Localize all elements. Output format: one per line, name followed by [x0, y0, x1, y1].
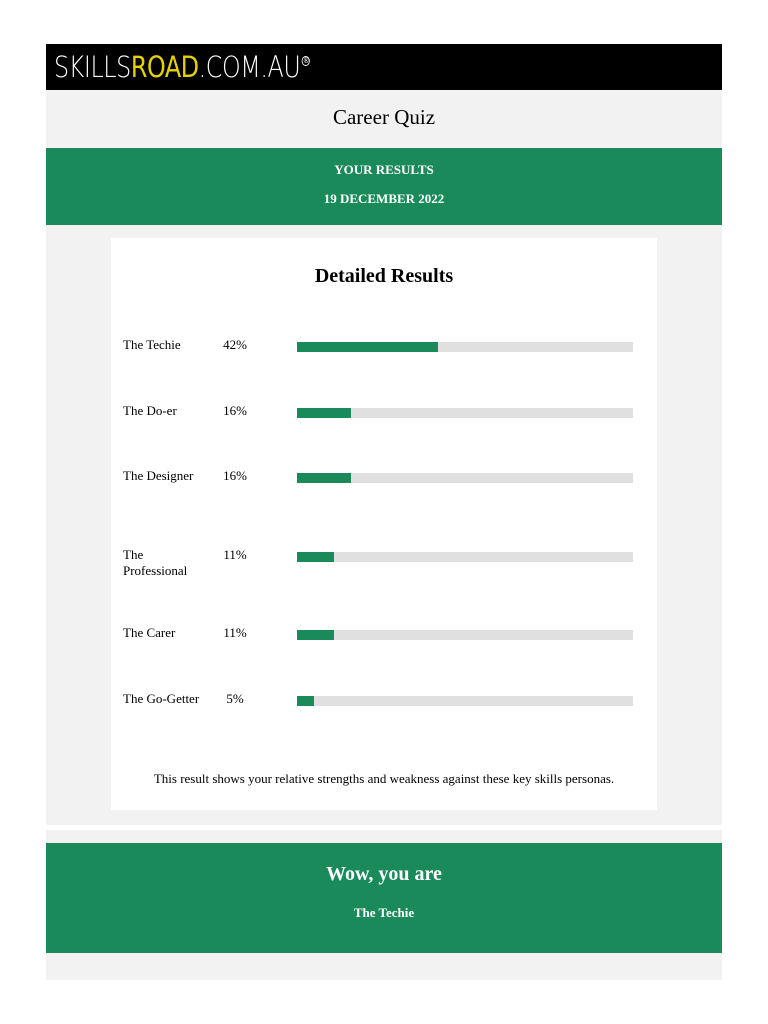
progress-track: [297, 630, 633, 640]
logo-text-road: ROAD: [130, 50, 199, 84]
logo-text-domain: .COM.AU: [198, 50, 301, 84]
results-date: 19 DECEMBER 2022: [323, 191, 445, 206]
persona-percent: 11%: [223, 547, 247, 562]
result-row: [123, 403, 643, 443]
result-row: [123, 691, 643, 731]
persona-percent: 16%: [223, 468, 247, 483]
progress-fill: [297, 630, 334, 640]
progress-track: [297, 408, 633, 418]
title-section: [46, 90, 722, 148]
persona-label: The Professional: [123, 547, 188, 578]
outcome-persona: The Techie: [353, 905, 415, 920]
skillsroad-logo[interactable]: [54, 50, 310, 84]
result-row: [123, 337, 643, 377]
persona-label: The Techie: [123, 337, 181, 352]
page-title: Career Quiz: [332, 105, 436, 129]
persona-percent: 42%: [223, 337, 247, 352]
progress-fill: [297, 552, 334, 562]
logo-text-skills: SKILLS: [54, 50, 131, 84]
outcome-banner: [46, 843, 722, 953]
results-footnote: This result shows your relative strengths and weakness against these key skills personas.: [153, 771, 615, 786]
persona-label: The Do-er: [123, 403, 177, 418]
detailed-results-card: [111, 238, 657, 810]
results-heading: YOUR RESULTS: [334, 162, 434, 177]
results-banner: [46, 148, 722, 225]
persona-label: The Designer: [123, 468, 194, 483]
persona-label: The Go-Getter: [123, 691, 200, 706]
progress-fill: [297, 696, 314, 706]
progress-fill: [297, 342, 438, 352]
persona-percent: 5%: [226, 691, 244, 706]
detailed-results-title: Detailed Results: [314, 265, 454, 287]
detailed-results-section: [46, 225, 722, 825]
outcome-section: [46, 830, 722, 980]
progress-fill: [297, 408, 351, 418]
registered-mark-icon: ®: [303, 56, 310, 65]
progress-fill: [297, 473, 351, 483]
result-row: [123, 468, 643, 508]
site-header: [46, 44, 722, 90]
persona-label: The Carer: [123, 625, 176, 640]
result-row: [123, 547, 643, 587]
persona-percent: 11%: [223, 625, 247, 640]
result-row: [123, 625, 643, 665]
outcome-heading: Wow, you are: [326, 863, 442, 885]
persona-percent: 16%: [223, 403, 247, 418]
progress-track: [297, 473, 633, 483]
progress-track: [297, 696, 633, 706]
progress-track: [297, 552, 633, 562]
progress-track: [297, 342, 633, 352]
